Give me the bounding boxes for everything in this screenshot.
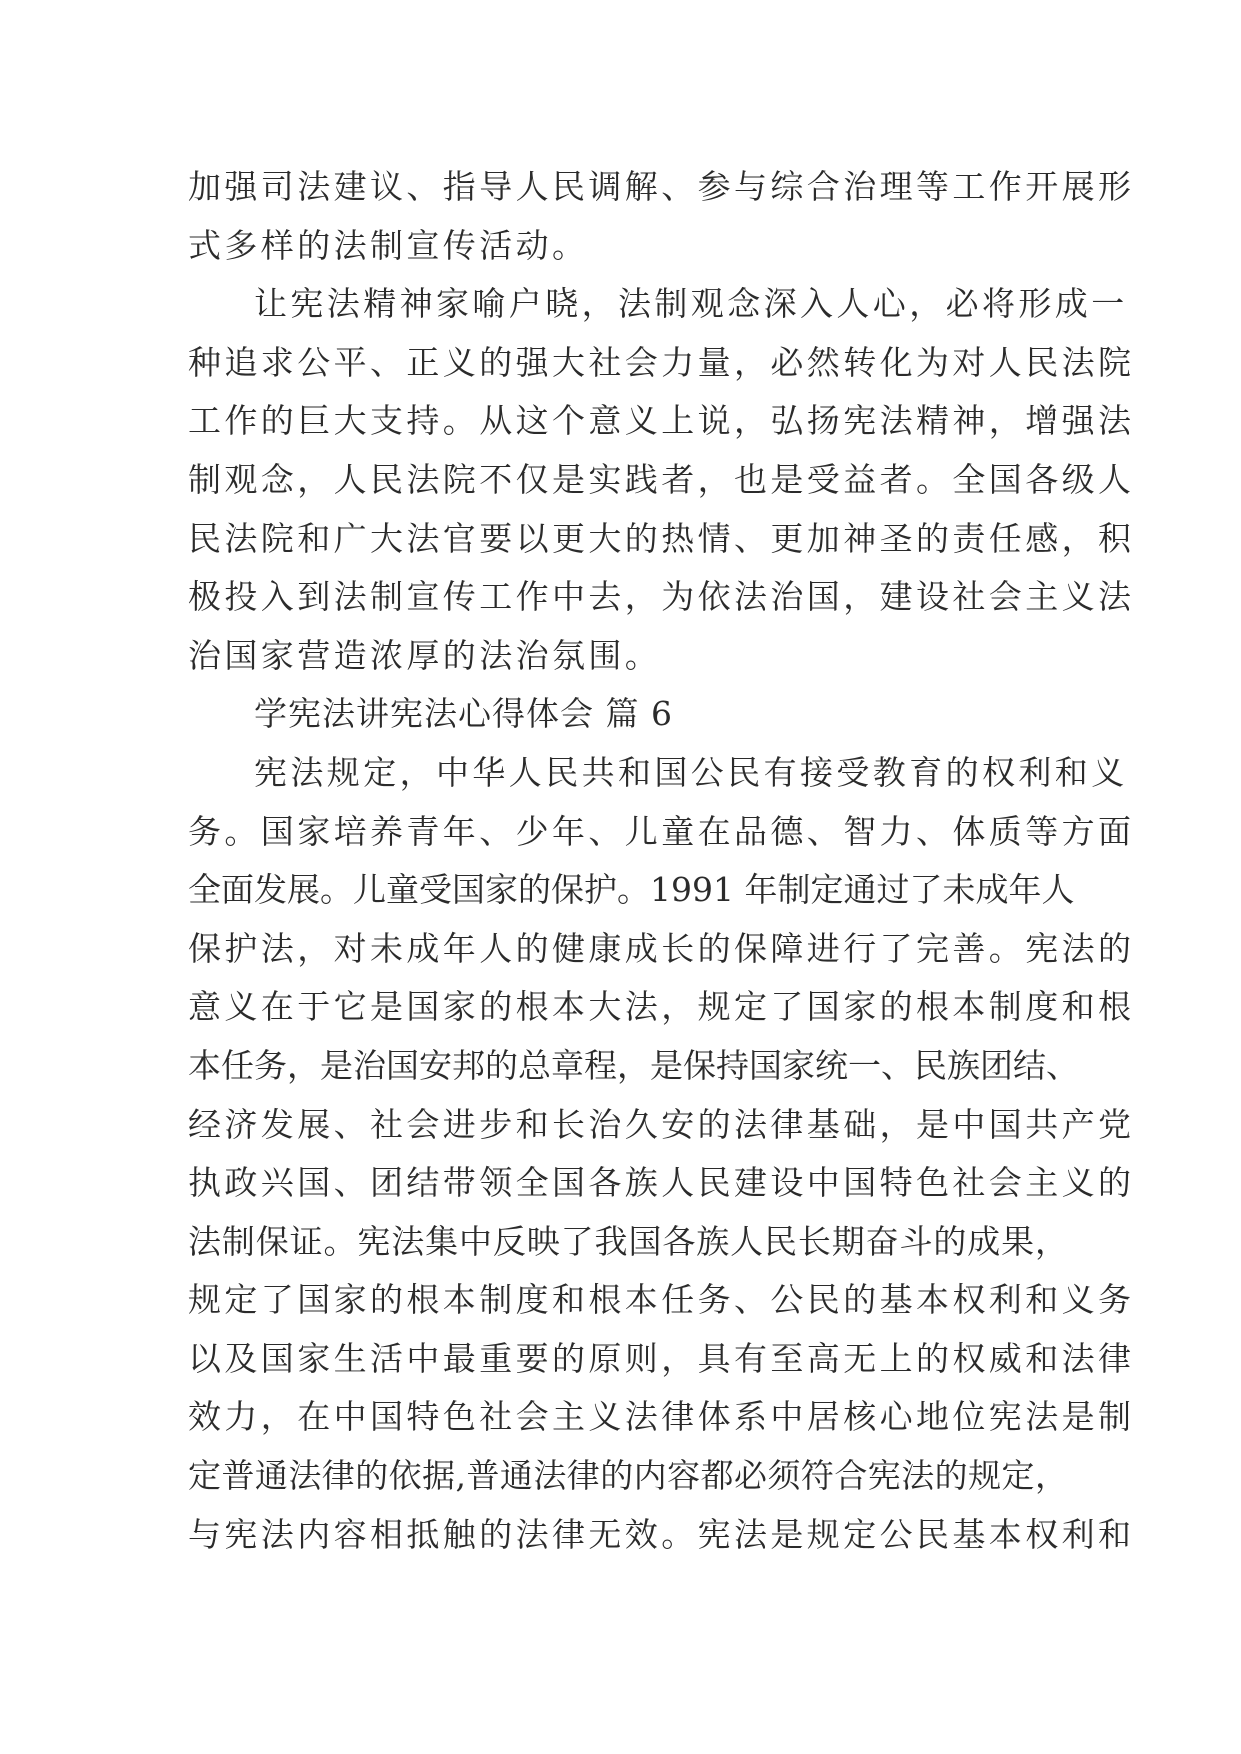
text-line: 执政兴国、团结带领全国各族人民建设中国特色社会主义的 xyxy=(188,1163,1135,1203)
text-line: 治国家营造浓厚的法治氛围。 xyxy=(188,635,662,675)
text-line: 本任务，是治国安邦的总章程，是保持国家统一、民族团结、 xyxy=(188,1045,1079,1085)
text-line: 意义在于它是国家的根本大法，规定了国家的根本制度和根 xyxy=(188,987,1135,1027)
text-line: 种追求公平、正义的强大社会力量，必然转化为对人民法院 xyxy=(188,342,1135,382)
text-line: 工作的巨大支持。从这个意义上说，弘扬宪法精神，增强法 xyxy=(188,401,1135,441)
paragraph-first-line: 让宪法精神家喻户晓，法制观念深入人心，必将形成一 xyxy=(254,284,1128,324)
text-line: 效力，在中国特色社会主义法律体系中居核心地位宪法是制 xyxy=(188,1397,1135,1437)
document-body xyxy=(188,158,1135,1564)
text-line: 极投入到法制宣传工作中去，为依法治国，建设社会主义法 xyxy=(188,577,1135,617)
text-line: 民法院和广大法官要以更大的热情、更加神圣的责任感，积 xyxy=(188,518,1135,558)
text-line: 务。国家培养青年、少年、儿童在品德、智力、体质等方面 xyxy=(188,811,1135,851)
text-line: 制观念，人民法院不仅是实践者，也是受益者。全国各级人 xyxy=(188,459,1135,499)
text-line: 与宪法内容相抵触的法律无效。宪法是规定公民基本权利和 xyxy=(188,1514,1135,1554)
section-heading: 学宪法讲宪法心得体会 篇 6 xyxy=(254,694,673,734)
text-line: 式多样的法制宣传活动。 xyxy=(188,225,589,265)
paragraph-first-line: 宪法规定，中华人民共和国公民有接受教育的权利和义 xyxy=(254,752,1128,792)
text-line: 加强司法建议、指导人民调解、参与综合治理等工作开展形 xyxy=(188,167,1135,206)
text-line: 经济发展、社会进步和长治久安的法律基础，是中国共产党 xyxy=(188,1104,1135,1144)
text-line: 定普通法律的依据,普通法律的内容都必须符合宪法的规定， xyxy=(188,1456,1068,1496)
text-line: 全面发展。儿童受国家的保护。1991 年制定通过了未成年人 xyxy=(188,870,1075,910)
text-line: 以及国家生活中最重要的原则，具有至高无上的权威和法律 xyxy=(188,1338,1135,1378)
text-line: 保护法，对未成年人的健康成长的保障进行了完善。宪法的 xyxy=(188,928,1135,968)
text-line: 规定了国家的根本制度和根本任务、公民的基本权利和义务 xyxy=(188,1280,1135,1320)
text-line: 法制保证。宪法集中反映了我国各族人民长期奋斗的成果， xyxy=(188,1221,1068,1261)
